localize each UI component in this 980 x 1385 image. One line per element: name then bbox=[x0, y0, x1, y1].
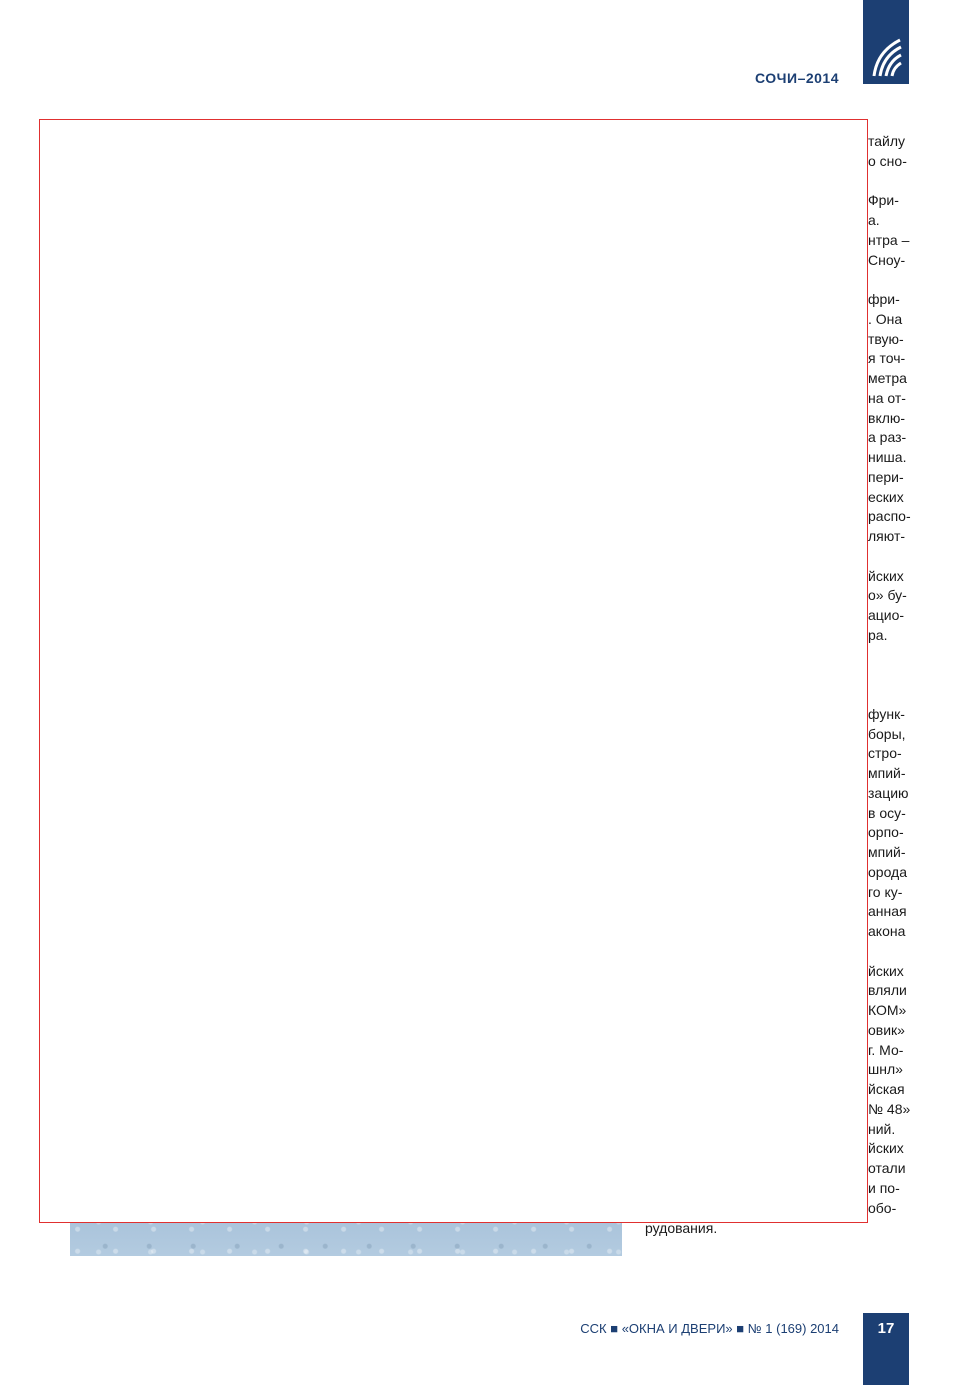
text-line: в осу- bbox=[868, 804, 906, 821]
text-line: вклю- bbox=[868, 409, 906, 426]
text-line: и по- bbox=[868, 1179, 900, 1196]
olympic-stripes-logo-icon bbox=[870, 36, 902, 78]
text-line: КОМ» bbox=[868, 1002, 907, 1018]
text-line: мпий- bbox=[868, 844, 906, 860]
article-text-column bbox=[868, 132, 912, 1218]
text-line: . Она bbox=[868, 310, 903, 327]
text-line: ацио- bbox=[868, 607, 905, 623]
text-line: стро- bbox=[868, 745, 902, 762]
text-line: г. Мо- bbox=[868, 1041, 904, 1058]
blank-redacted-region bbox=[39, 119, 868, 1223]
text-line: о» бу- bbox=[868, 587, 907, 604]
text-line bbox=[868, 665, 912, 685]
text-line: ниша. bbox=[868, 449, 907, 465]
text-line: шнл» bbox=[868, 1061, 903, 1078]
text-line: а. bbox=[868, 212, 880, 228]
text-line: акона bbox=[868, 923, 906, 939]
text-line bbox=[868, 942, 912, 962]
text-line: твую- bbox=[868, 330, 904, 347]
text-line: вляли bbox=[868, 982, 907, 999]
text-line: на от- bbox=[868, 389, 906, 406]
text-line: метра bbox=[868, 370, 907, 386]
text-line: йских bbox=[868, 1140, 904, 1157]
text-line: йская bbox=[868, 1081, 905, 1097]
text-line: тайлу bbox=[868, 133, 906, 149]
text-line: я точ- bbox=[868, 350, 906, 367]
text-line: функ- bbox=[868, 705, 905, 722]
text-line: о сно- bbox=[868, 152, 907, 169]
text-line: распо- bbox=[868, 508, 911, 525]
text-line: а раз- bbox=[868, 429, 907, 446]
text-line: мпий- bbox=[868, 765, 906, 781]
text-line: № 48» bbox=[868, 1100, 911, 1117]
text-line: отали bbox=[868, 1160, 906, 1176]
text-line bbox=[868, 270, 912, 290]
text-line: анная bbox=[868, 903, 907, 920]
text-line bbox=[868, 172, 912, 192]
text-line: ний. bbox=[868, 1120, 896, 1137]
text-line: йских bbox=[868, 567, 904, 584]
text-line bbox=[868, 685, 912, 705]
text-line: нтра – bbox=[868, 231, 910, 248]
text-line: овик» bbox=[868, 1021, 905, 1038]
text-line: го ку- bbox=[868, 883, 903, 900]
page-number: 17 bbox=[877, 1320, 895, 1337]
header-tab bbox=[863, 0, 909, 84]
text-line: йских bbox=[868, 962, 904, 979]
text-line: пери- bbox=[868, 468, 904, 485]
text-line: еских bbox=[868, 488, 904, 505]
text-line: орода bbox=[868, 863, 908, 880]
text-line: боры, bbox=[868, 725, 906, 742]
text-line: обо- bbox=[868, 1199, 897, 1216]
footer-tab bbox=[863, 1313, 909, 1385]
text-line: ляют- bbox=[868, 528, 906, 544]
text-line: зацию bbox=[868, 784, 909, 801]
text-line: ра. bbox=[868, 626, 888, 643]
text-line: орпо- bbox=[868, 824, 904, 841]
article-last-line: рудования. bbox=[645, 1220, 718, 1236]
text-line bbox=[868, 646, 912, 666]
section-label: СОЧИ–2014 bbox=[755, 70, 839, 86]
text-line: Фри- bbox=[868, 192, 899, 209]
text-line bbox=[868, 547, 912, 567]
text-line: фри- bbox=[868, 291, 900, 307]
text-line: Сноу- bbox=[868, 251, 906, 268]
footer-journal-info: ССК ■ «ОКНА И ДВЕРИ» ■ № 1 (169) 2014 bbox=[580, 1321, 839, 1336]
